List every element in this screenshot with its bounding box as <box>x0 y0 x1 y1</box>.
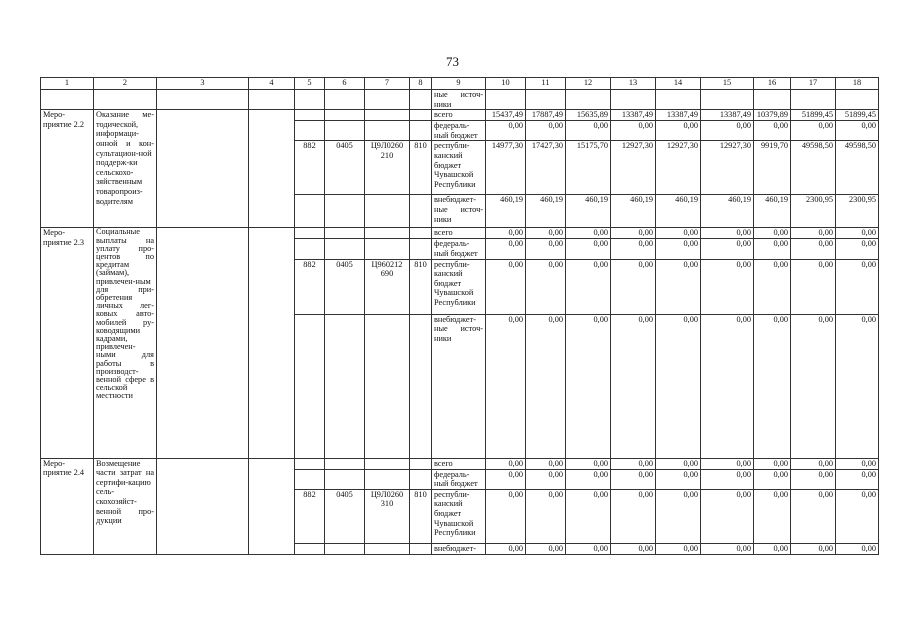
value-cell: 0,00 <box>656 543 701 554</box>
measure-name: Оказание ме-тодической, информаци-онной и кон-сультацион-ной поддерж-ки сельскохо-зяйственным товаропроиз-водителям <box>94 110 157 228</box>
value-cell: 0,00 <box>611 239 656 259</box>
empty-cell <box>410 458 432 469</box>
empty-cell <box>41 90 94 110</box>
gr-code: 882 <box>295 259 325 314</box>
value-cell: 0,00 <box>611 489 656 543</box>
value-cell: 0,00 <box>486 121 526 141</box>
value-cell: 0,00 <box>656 458 701 469</box>
value-cell: 0,00 <box>791 458 836 469</box>
empty-cell <box>295 121 325 141</box>
empty-cell <box>526 90 566 110</box>
header-cell: 3 <box>157 78 249 90</box>
value-cell: 0,00 <box>754 469 791 489</box>
value-cell: 0,00 <box>836 543 879 554</box>
empty-cell <box>410 90 432 110</box>
funding-source: всего <box>432 228 486 239</box>
empty-cell <box>249 458 295 554</box>
empty-cell <box>611 90 656 110</box>
value-cell: 0,00 <box>754 458 791 469</box>
value-cell: 0,00 <box>486 239 526 259</box>
header-cell: 12 <box>566 78 611 90</box>
empty-cell <box>325 469 365 489</box>
measure-code: Меро-приятие 2.2 <box>41 110 94 228</box>
empty-cell <box>566 90 611 110</box>
value-cell: 2300,95 <box>791 195 836 228</box>
empty-cell <box>754 90 791 110</box>
empty-cell <box>365 110 410 121</box>
value-cell: 0,00 <box>701 458 754 469</box>
empty-cell <box>295 90 325 110</box>
value-cell: 0,00 <box>836 259 879 314</box>
page-number: 73 <box>446 54 459 69</box>
value-cell: 0,00 <box>754 259 791 314</box>
value-cell: 0,00 <box>526 314 566 458</box>
value-cell: 0,00 <box>754 228 791 239</box>
empty-cell <box>295 458 325 469</box>
empty-cell <box>94 90 157 110</box>
empty-cell <box>365 239 410 259</box>
value-cell: 0,00 <box>526 121 566 141</box>
empty-cell <box>410 543 432 554</box>
funding-source: внебюджет-ные источ-ники <box>432 314 486 458</box>
value-cell: 13387,49 <box>611 110 656 121</box>
value-cell: 0,00 <box>836 121 879 141</box>
header-cell: 14 <box>656 78 701 90</box>
empty-cell <box>410 121 432 141</box>
continuation-row <box>41 90 879 110</box>
value-cell: 12927,30 <box>611 141 656 195</box>
value-cell: 0,00 <box>754 239 791 259</box>
value-cell: 0,00 <box>701 239 754 259</box>
value-cell: 15635,89 <box>566 110 611 121</box>
value-cell: 0,00 <box>754 314 791 458</box>
value-cell: 0,00 <box>566 543 611 554</box>
value-cell: 13387,49 <box>701 110 754 121</box>
empty-cell <box>295 195 325 228</box>
empty-cell <box>325 110 365 121</box>
vr-code: 810 <box>410 259 432 314</box>
value-cell: 0,00 <box>791 239 836 259</box>
value-cell: 51899,45 <box>791 110 836 121</box>
value-cell: 460,19 <box>526 195 566 228</box>
budget-table <box>40 77 879 555</box>
value-cell: 0,00 <box>611 121 656 141</box>
empty-cell <box>249 90 295 110</box>
empty-cell <box>365 121 410 141</box>
empty-cell <box>410 239 432 259</box>
empty-cell <box>157 90 249 110</box>
value-cell: 0,00 <box>791 489 836 543</box>
funding-source: федераль-ный бюджет <box>432 121 486 141</box>
value-cell: 0,00 <box>566 314 611 458</box>
header-cell: 2 <box>94 78 157 90</box>
empty-cell <box>325 121 365 141</box>
value-cell: 10379,89 <box>754 110 791 121</box>
value-cell: 0,00 <box>566 259 611 314</box>
value-cell: 0,00 <box>656 239 701 259</box>
value-cell: 12927,30 <box>701 141 754 195</box>
value-cell: 15175,70 <box>566 141 611 195</box>
value-cell: 0,00 <box>701 228 754 239</box>
header-cell: 4 <box>249 78 295 90</box>
value-cell: 15437,49 <box>486 110 526 121</box>
value-cell: 17887,49 <box>526 110 566 121</box>
funding-source: внебюджет-ные источ-ники <box>432 195 486 228</box>
value-cell: 0,00 <box>791 469 836 489</box>
value-cell: 0,00 <box>611 314 656 458</box>
value-cell: 460,19 <box>656 195 701 228</box>
value-cell: 0,00 <box>836 239 879 259</box>
table-row <box>41 458 879 469</box>
funding-source: всего <box>432 110 486 121</box>
empty-cell <box>365 228 410 239</box>
value-cell: 0,00 <box>656 259 701 314</box>
value-cell: 460,19 <box>611 195 656 228</box>
empty-cell <box>410 228 432 239</box>
csr-code: Ц9Л0260 310 <box>365 489 410 543</box>
empty-cell <box>295 228 325 239</box>
measure-code: Меро-приятие 2.4 <box>41 458 94 554</box>
empty-cell <box>656 90 701 110</box>
value-cell: 0,00 <box>486 259 526 314</box>
empty-cell <box>410 469 432 489</box>
empty-cell <box>157 110 249 228</box>
header-cell: 5 <box>295 78 325 90</box>
value-cell: 51899,45 <box>836 110 879 121</box>
value-cell: 49598,50 <box>791 141 836 195</box>
value-cell: 49598,50 <box>836 141 879 195</box>
rz-code: 0405 <box>325 259 365 314</box>
csr-code: Ц960212 690 <box>365 259 410 314</box>
empty-cell <box>325 228 365 239</box>
value-cell: 0,00 <box>836 228 879 239</box>
value-cell: 14977,30 <box>486 141 526 195</box>
value-cell: 0,00 <box>656 121 701 141</box>
value-cell: 460,19 <box>486 195 526 228</box>
empty-cell <box>325 195 365 228</box>
funding-source: республи-канский бюджет Чувашской Республики <box>432 259 486 314</box>
empty-cell <box>325 458 365 469</box>
value-cell: 0,00 <box>701 489 754 543</box>
empty-cell <box>325 543 365 554</box>
value-cell: 0,00 <box>566 239 611 259</box>
value-cell: 0,00 <box>836 469 879 489</box>
empty-cell <box>295 314 325 458</box>
value-cell: 0,00 <box>526 228 566 239</box>
value-cell: 0,00 <box>486 458 526 469</box>
value-cell: 0,00 <box>566 489 611 543</box>
value-cell: 0,00 <box>656 314 701 458</box>
header-cell: 10 <box>486 78 526 90</box>
value-cell: 0,00 <box>611 259 656 314</box>
empty-cell <box>325 90 365 110</box>
vr-code: 810 <box>410 141 432 195</box>
value-cell: 460,19 <box>566 195 611 228</box>
funding-source: ные источ-ники <box>432 90 486 110</box>
value-cell: 0,00 <box>526 469 566 489</box>
value-cell: 0,00 <box>526 239 566 259</box>
table-row <box>41 228 879 239</box>
empty-cell <box>295 110 325 121</box>
table-row <box>41 110 879 121</box>
header-cell: 1 <box>41 78 94 90</box>
value-cell: 0,00 <box>754 489 791 543</box>
value-cell: 0,00 <box>701 543 754 554</box>
value-cell: 0,00 <box>754 121 791 141</box>
value-cell: 0,00 <box>754 543 791 554</box>
funding-source: республи-канский бюджет Чувашской Республики <box>432 489 486 543</box>
value-cell: 0,00 <box>656 489 701 543</box>
empty-cell <box>157 458 249 554</box>
empty-cell <box>325 239 365 259</box>
empty-cell <box>365 90 410 110</box>
empty-cell <box>410 314 432 458</box>
value-cell: 0,00 <box>791 259 836 314</box>
value-cell: 0,00 <box>611 228 656 239</box>
header-cell: 16 <box>754 78 791 90</box>
csr-code: Ц9Л0260 210 <box>365 141 410 195</box>
vr-code: 810 <box>410 489 432 543</box>
rz-code: 0405 <box>325 489 365 543</box>
measure-code: Меро-приятие 2.3 <box>41 228 94 458</box>
value-cell: 2300,95 <box>836 195 879 228</box>
value-cell: 0,00 <box>656 469 701 489</box>
value-cell: 0,00 <box>836 314 879 458</box>
value-cell: 9919,70 <box>754 141 791 195</box>
value-cell: 0,00 <box>486 469 526 489</box>
value-cell: 0,00 <box>566 469 611 489</box>
funding-source: республи-канский бюджет Чувашской Республики <box>432 141 486 195</box>
header-cell: 8 <box>410 78 432 90</box>
header-cell: 11 <box>526 78 566 90</box>
empty-cell <box>410 195 432 228</box>
header-cell: 13 <box>611 78 656 90</box>
value-cell: 0,00 <box>701 259 754 314</box>
header-cell: 9 <box>432 78 486 90</box>
empty-cell <box>157 228 249 458</box>
value-cell: 0,00 <box>791 121 836 141</box>
empty-cell <box>365 195 410 228</box>
value-cell: 0,00 <box>791 314 836 458</box>
value-cell: 0,00 <box>836 489 879 543</box>
value-cell: 0,00 <box>486 489 526 543</box>
value-cell: 0,00 <box>526 259 566 314</box>
value-cell: 0,00 <box>486 228 526 239</box>
empty-cell <box>295 469 325 489</box>
value-cell: 12927,30 <box>656 141 701 195</box>
empty-cell <box>295 543 325 554</box>
gr-code: 882 <box>295 489 325 543</box>
value-cell: 460,19 <box>701 195 754 228</box>
empty-cell <box>791 90 836 110</box>
gr-code: 882 <box>295 141 325 195</box>
measure-name: Возмещение части затрат на сертифи-кацию сель-скохозяйст-венной про-дукции <box>94 458 157 554</box>
value-cell: 0,00 <box>701 121 754 141</box>
value-cell: 0,00 <box>836 458 879 469</box>
value-cell: 17427,30 <box>526 141 566 195</box>
empty-cell <box>365 458 410 469</box>
header-row <box>41 78 879 90</box>
empty-cell <box>365 543 410 554</box>
funding-source: федераль-ный бюджет <box>432 239 486 259</box>
empty-cell <box>836 90 879 110</box>
rz-code: 0405 <box>325 141 365 195</box>
value-cell: 0,00 <box>611 543 656 554</box>
empty-cell <box>325 314 365 458</box>
value-cell: 0,00 <box>526 458 566 469</box>
value-cell: 0,00 <box>791 543 836 554</box>
header-cell: 18 <box>836 78 879 90</box>
empty-cell <box>249 110 295 228</box>
funding-source: всего <box>432 458 486 469</box>
value-cell: 460,19 <box>754 195 791 228</box>
value-cell: 0,00 <box>486 314 526 458</box>
header-cell: 17 <box>791 78 836 90</box>
funding-source: федераль-ный бюджет <box>432 469 486 489</box>
value-cell: 0,00 <box>526 489 566 543</box>
empty-cell <box>365 469 410 489</box>
value-cell: 0,00 <box>566 121 611 141</box>
value-cell: 0,00 <box>566 228 611 239</box>
empty-cell <box>410 110 432 121</box>
empty-cell <box>365 314 410 458</box>
value-cell: 0,00 <box>656 228 701 239</box>
empty-cell <box>701 90 754 110</box>
header-cell: 15 <box>701 78 754 90</box>
measure-name: Социальные выплаты на уплату про-центов по кредитам (займам), привлечен-ным для при-обретения личных лег-ковых авто-мобилей ру-ководящими кадрами, привлечен-ными для работы в производст-венной сфере в сельской местности <box>94 228 157 458</box>
funding-source: внебюджет- <box>432 543 486 554</box>
value-cell: 0,00 <box>486 543 526 554</box>
value-cell: 0,00 <box>791 228 836 239</box>
value-cell: 0,00 <box>701 469 754 489</box>
value-cell: 0,00 <box>611 469 656 489</box>
value-cell: 0,00 <box>611 458 656 469</box>
header-cell: 7 <box>365 78 410 90</box>
empty-cell <box>295 239 325 259</box>
header-cell: 6 <box>325 78 365 90</box>
value-cell: 0,00 <box>701 314 754 458</box>
value-cell: 0,00 <box>566 458 611 469</box>
empty-cell <box>249 228 295 458</box>
value-cell: 0,00 <box>526 543 566 554</box>
value-cell: 13387,49 <box>656 110 701 121</box>
empty-cell <box>486 90 526 110</box>
